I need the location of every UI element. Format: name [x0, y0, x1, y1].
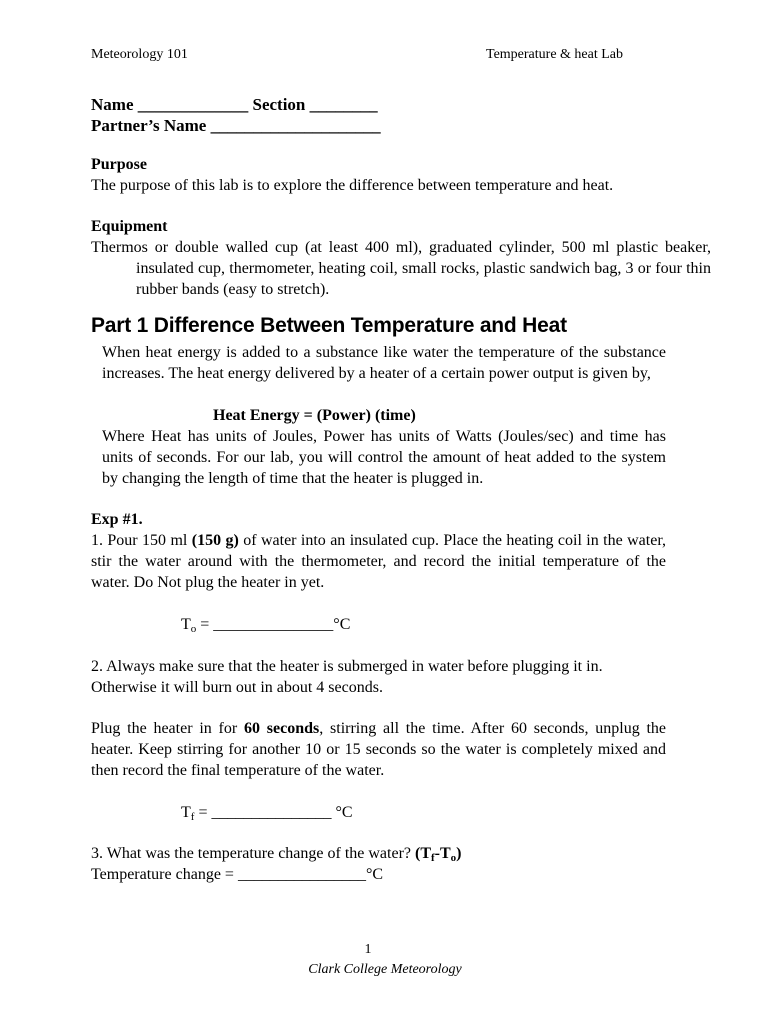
temperature-change-field: Temperature change = ________________°C — [91, 866, 384, 883]
page-number: 1 — [364, 942, 372, 957]
step3-formula: $(T_f-T_o)$ — [415, 845, 462, 864]
step1-text-b: of water into an insulated cup. Place the heating coil in the water, stir the water around with the thermometer, and record the initial temperature of the water. Do Not plug the heater in yet. — [91, 532, 667, 591]
step1-text-a: 1. Pour 150 ml — [91, 532, 192, 549]
final-temperature-field — [181, 802, 353, 823]
plug-text-b: , stirring all the time. After 60 seconds, unplug the heater. Keep stirring for another 10 or 15 seconds so the water is completely mixed and then record the final temperature of the water. — [91, 720, 667, 779]
partner-line — [91, 115, 381, 136]
name-section-line: Name _____________ Section ________ — [91, 95, 378, 114]
header-lab-title: Temperature & heat Lab — [486, 47, 624, 62]
partner-blank: ____________________ — [210, 116, 381, 135]
step3-question: 3. What was the temperature change of the water? — [91, 845, 415, 862]
tf-symbol: T — [181, 804, 191, 821]
equipment-text: Thermos or double walled cup (at least 400 ml), graduated cylinder, 500 ml plastic beaker, insulated cup, thermometer, heating coil, small rocks, plastic sandwich bag, 3 or four thin rubber bands (easy to stretch). — [91, 239, 711, 298]
tf-blank: = _______________ °C — [194, 804, 353, 821]
heat-energy-formula: Heat Energy = (Power) (time) — [213, 407, 416, 424]
t0-symbol: T — [181, 616, 191, 633]
t0-subscript: o — [190, 623, 197, 635]
exp1-heading: Exp #1. — [91, 511, 143, 528]
partner-label: Partner’s Name — [91, 116, 207, 135]
t0-blank: = _______________°C — [196, 616, 351, 633]
exp1-plug-instructions — [91, 718, 666, 781]
plug-text-a: Plug the heater in for — [91, 720, 244, 737]
plug-duration: 60 seconds — [244, 720, 320, 737]
part1-title: Part 1 Difference Between Temperature and Heat — [91, 314, 567, 337]
exp1-step2: 2. Always make sure that the heater is submerged in water before plugging it in. Otherwise it will burn out in about 4 seconds. — [91, 658, 603, 696]
part1-units-text: Where Heat has units of Joules, Power has units of Watts (Joules/sec) and time has units of seconds. For our lab, you will control the amount of heat added to the system by changing the length of time that the heater is plugged in. — [102, 428, 666, 487]
equipment-heading: Equipment — [91, 218, 168, 235]
purpose-text: The purpose of this lab is to explore the difference between temperature and heat. — [91, 177, 614, 194]
initial-temperature-field — [181, 614, 350, 635]
purpose-heading: Purpose — [91, 156, 147, 173]
header-course: Meteorology 101 — [91, 47, 188, 62]
footer-org: Clark College Meteorology — [308, 962, 462, 977]
exp1-step1 — [91, 530, 666, 593]
part1-intro: When heat energy is added to a substance like water the temperature of the substance increases. The heat energy delivered by a heater of a certain power output is given by, — [102, 344, 666, 382]
tf-subscript: f — [190, 811, 195, 823]
exp1-step3 — [91, 843, 462, 864]
step1-mass: (150 g) — [191, 532, 239, 549]
